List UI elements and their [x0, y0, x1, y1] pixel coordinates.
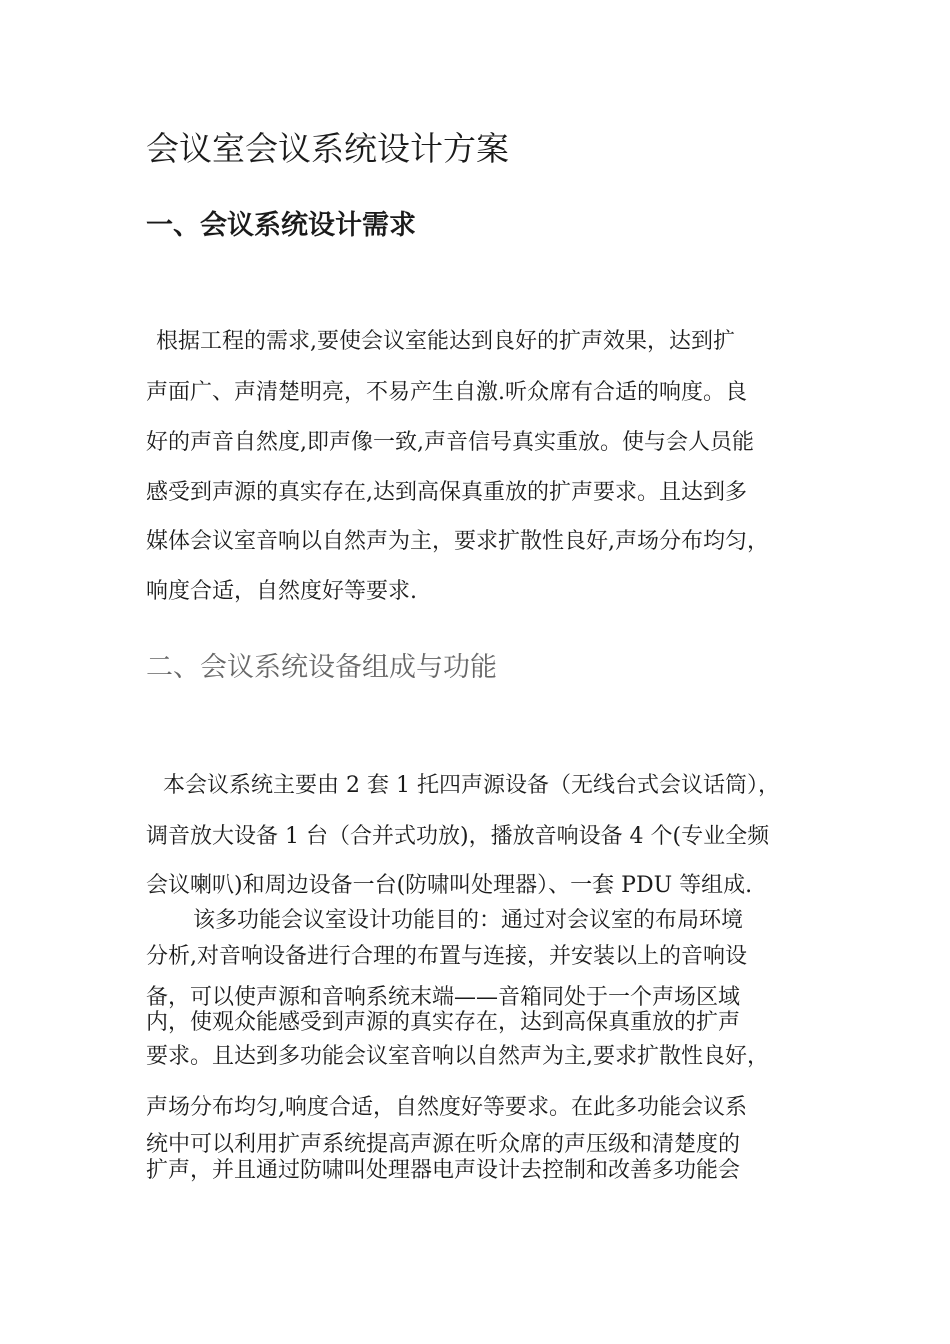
paragraph-line: 分析,对音响设备进行合理的布置与连接，并安装以上的音响设 [146, 944, 747, 969]
paragraph-line: 媒体会议室音响以自然声为主，要求扩散性良好,声场分布均匀， [146, 529, 769, 554]
paragraph-line: 备，可以使声源和音响系统末端——音箱同处于一个声场区域 [146, 985, 741, 1010]
section-heading-requirements: 一、会议系统设计需求 [146, 210, 416, 241]
paragraph-line: 声场分布均匀,响度合适，自然度好等要求。在此多功能会议系 [146, 1095, 747, 1120]
paragraph-line: 扩声，并且通过防啸叫处理器电声设计去控制和改善多功能会 [146, 1158, 741, 1183]
paragraph-line: 要求。且达到多功能会议室音响以自然声为主,要求扩散性良好， [146, 1044, 769, 1069]
paragraph-line: 该多功能会议室设计功能目的：通过对会议室的布局环境 [193, 908, 744, 933]
paragraph-line: 响度合适，自然度好等要求. [146, 579, 417, 604]
page-title: 会议室会议系统设计方案 [146, 129, 509, 168]
section-heading-equipment: 二、会议系统设备组成与功能 [146, 652, 497, 683]
paragraph-line: 本会议系统主要由 2 套 1 托四声源设备（无线台式会议话筒）， [163, 773, 780, 798]
paragraph-line: 统中可以利用扩声系统提高声源在听众席的声压级和清楚度的 [146, 1132, 741, 1157]
paragraph-line: 感受到声源的真实存在,达到高保真重放的扩声要求。且达到多 [146, 480, 747, 505]
paragraph-line: 调音放大设备 1 台（合并式功放)，播放音响设备 4 个(专业全频 [146, 824, 770, 849]
paragraph-line: 会议喇叭)和周边设备一台(防啸叫处理器）、一套 PDU 等组成. [146, 873, 753, 898]
paragraph-line: 好的声音自然度,即声像一致,声音信号真实重放。使与会人员能 [146, 430, 754, 455]
paragraph-line: 声面广、声清楚明亮，不易产生自激.听众席有合适的响度。良 [146, 380, 747, 405]
paragraph-line: 根据工程的需求,要使会议室能达到良好的扩声效果，达到扩 [156, 329, 735, 354]
paragraph-line: 内，使观众能感受到声源的真实存在，达到高保真重放的扩声 [146, 1010, 741, 1035]
